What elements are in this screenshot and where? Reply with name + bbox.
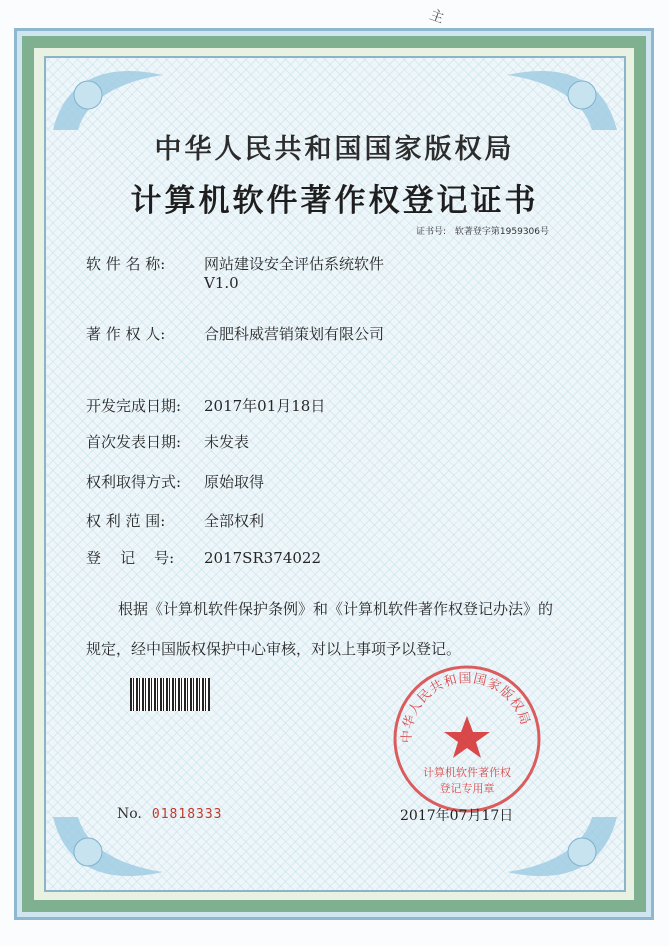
field-value: 原始取得 bbox=[204, 473, 265, 491]
serial-label: No. bbox=[117, 806, 142, 822]
field-registration-number bbox=[86, 547, 321, 568]
certificate-title: 计算机软件著作权登记证书 bbox=[130, 183, 539, 219]
field-dev-date bbox=[86, 395, 325, 416]
field-label: 软 件 名 称: bbox=[86, 255, 166, 273]
field-publish-date bbox=[86, 431, 249, 452]
field-value: 未发表 bbox=[204, 433, 250, 451]
field-label: 首次发表日期: bbox=[86, 433, 182, 451]
field-label: 著 作 权 人: bbox=[86, 325, 166, 343]
field-value: V1.0 bbox=[204, 274, 239, 292]
issuer-title: 中华人民共和国国家版权局 bbox=[154, 134, 515, 165]
notice-line-2: 规定，经中国版权保护中心审核，对以上事项予以登记。 bbox=[86, 640, 462, 658]
corner-ornament-bottom-right bbox=[502, 812, 622, 887]
seal-line-2: 登记专用章 bbox=[439, 782, 495, 795]
certificate-number-label: 证书号: bbox=[416, 227, 447, 237]
field-label: 权 利 范 围: bbox=[86, 512, 166, 530]
seal-ring-text: 中华人民共和国国家版权局 bbox=[399, 671, 533, 744]
serial-value: 01818333 bbox=[151, 807, 223, 822]
notice-line-1: 根据《计算机软件保护条例》和《计算机软件著作权登记办法》的 bbox=[118, 600, 554, 618]
official-seal bbox=[392, 664, 542, 814]
corner-ornament-top-right bbox=[502, 60, 622, 135]
field-value: 全部权利 bbox=[204, 512, 265, 530]
certificate-number-value: 软著登字第1959306号 bbox=[454, 227, 550, 237]
seal-star-icon bbox=[444, 716, 490, 758]
field-software-version bbox=[204, 274, 239, 292]
field-acquisition bbox=[86, 471, 264, 492]
seal-line-1: 计算机软件著作权 bbox=[423, 766, 511, 779]
field-value: 2017年01月18日 bbox=[204, 397, 326, 415]
field-copyright-owner bbox=[86, 323, 384, 344]
field-value: 2017SR374022 bbox=[204, 549, 322, 567]
field-value: 网站建设安全评估系统软件 bbox=[204, 255, 385, 273]
handwritten-mark: 主 bbox=[427, 7, 446, 27]
field-scope bbox=[86, 510, 264, 531]
field-label: 权利取得方式: bbox=[86, 473, 182, 491]
field-software-name bbox=[86, 253, 384, 274]
field-value: 合肥科威营销策划有限公司 bbox=[204, 325, 385, 343]
corner-ornament-bottom-left bbox=[48, 812, 168, 887]
field-label: 登 记 号: bbox=[86, 549, 175, 567]
certificate-number bbox=[416, 224, 555, 237]
field-label: 开发完成日期: bbox=[86, 397, 182, 415]
corner-ornament-top-left bbox=[48, 60, 168, 135]
serial-number bbox=[117, 806, 223, 822]
issue-date: 2017年07月17日 bbox=[400, 808, 514, 824]
barcode bbox=[130, 678, 210, 711]
